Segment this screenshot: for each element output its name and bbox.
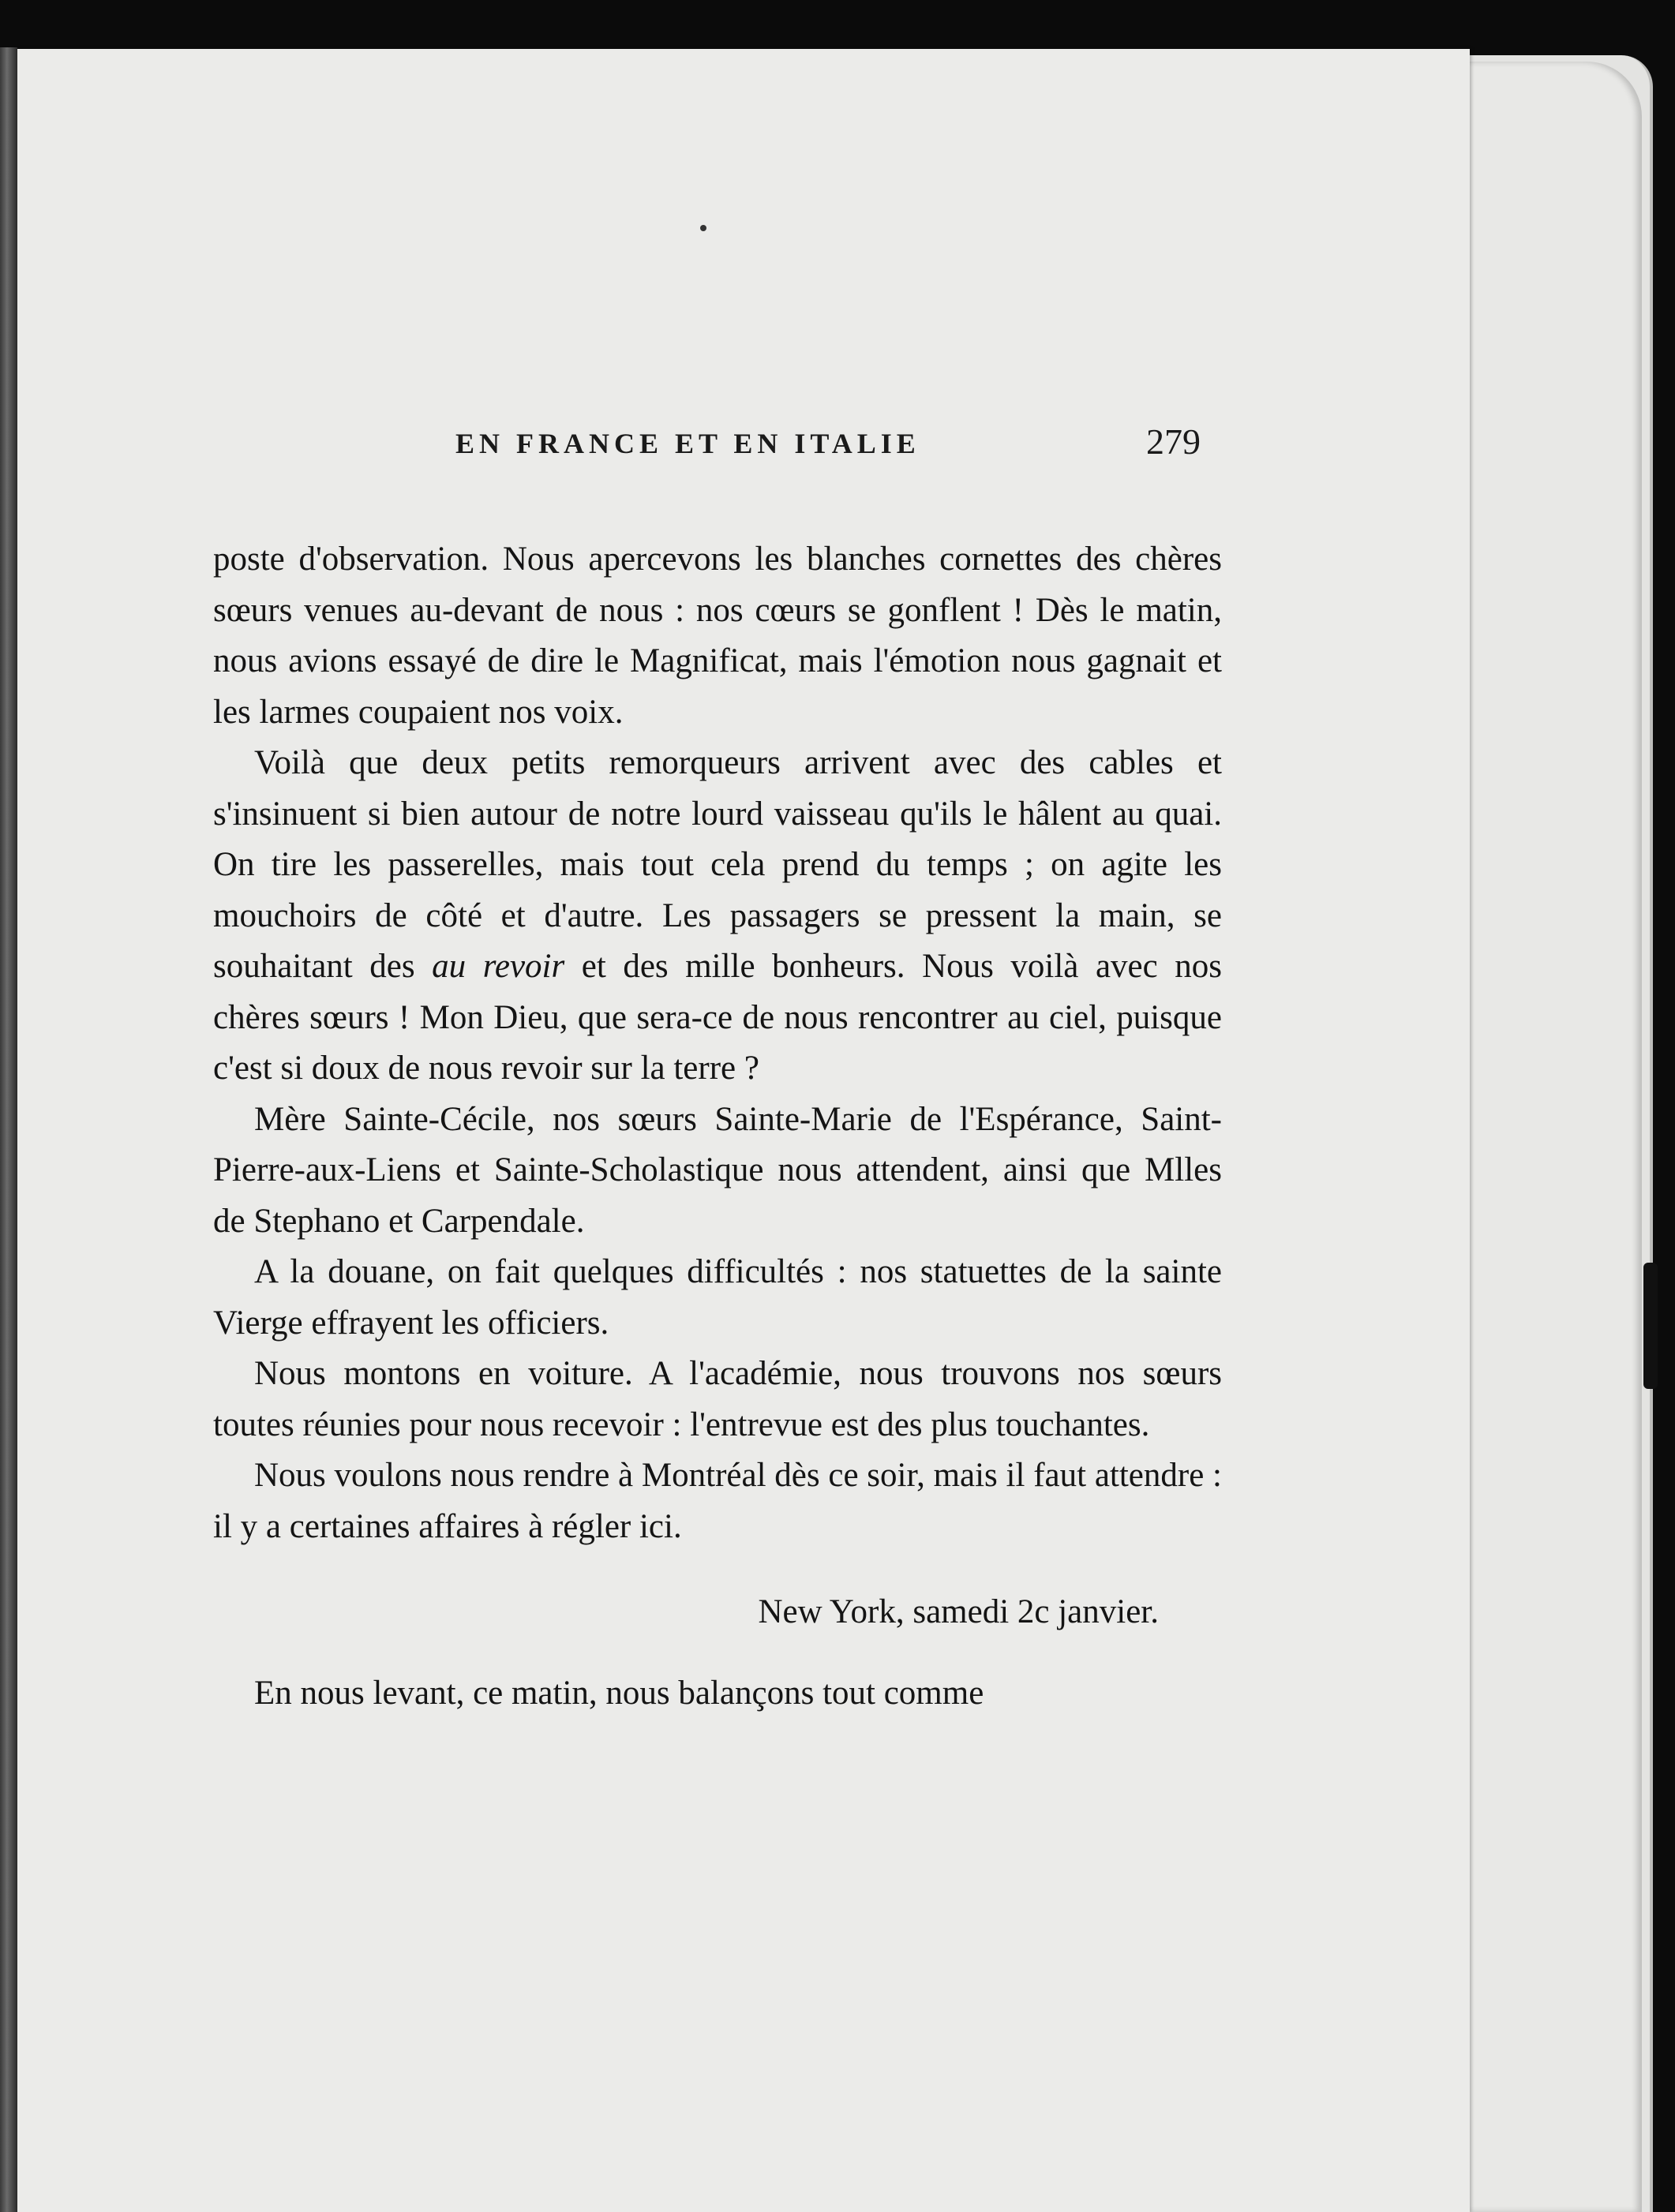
book-page <box>17 49 1470 2212</box>
body-text <box>213 534 1222 1719</box>
paragraph-1: poste d'observation. Nous apercevons les blanches cornettes des chères sœurs venues au-devant de nous : nos cœurs se gonflent ! Dès le matin, nous avions essayé de dire le Magnificat, mais l'émotion nous gagnait et les larmes coupaient nos voix. <box>213 541 1222 731</box>
paragraph-5: Nous montons en voiture. A l'académie, nous trouvons nos sœurs toutes réunies pour nous recevoir : l'entrevue est des plus touchantes. <box>213 1355 1222 1443</box>
paragraph-3: Mère Sainte-Cécile, nos sœurs Sainte-Marie de l'Espérance, Saint-Pierre-aux-Liens et Sainte-Scholastique nous attendent, ainsi que Mlles de Stephano et Carpendale. <box>213 1100 1222 1240</box>
book-binding <box>0 47 17 2212</box>
paragraph-6: Nous voulons nous rendre à Montréal dès ce soir, mais il faut attendre : il y a certaines affaires à régler ici. <box>213 1457 1222 1545</box>
paragraph-7: En nous levant, ce matin, nous balançons tout comme <box>254 1674 984 1712</box>
italic-phrase: au revoir <box>432 948 565 985</box>
page-number: 279 <box>1146 421 1201 462</box>
paragraph-2 <box>213 738 1222 1095</box>
paragraph-4: A la douane, on fait quelques difficultés : nos statuettes de la sainte Vierge effrayent les officiers. <box>213 1253 1222 1342</box>
paragraph-2-part-a: Voilà que deux petits remorqueurs arrivent avec des cables et s'insinuent si bien autour de notre lourd vaisseau qu'ils le hâlent au quai. On tire les passerelles, mais tout cela prend du temps ; on agite les mouchoirs de côté et d'autre. Les passagers se pressent la main, se souhaitant des <box>213 744 1222 985</box>
page-edge-tab <box>1643 1263 1658 1389</box>
dateline: New York, samedi 2c janvier. <box>758 1593 1159 1630</box>
running-title: EN FRANCE ET EN ITALIE <box>455 428 920 459</box>
running-head <box>17 416 1470 479</box>
paragraph-2-part-b: et des mille bonheurs. Nous voilà avec nos chères sœurs ! Mon Dieu, que sera-ce de nous rencontrer au ciel, puisque c'est si doux de nous revoir sur la terre ? <box>213 948 1222 1087</box>
ink-speck <box>700 225 706 231</box>
